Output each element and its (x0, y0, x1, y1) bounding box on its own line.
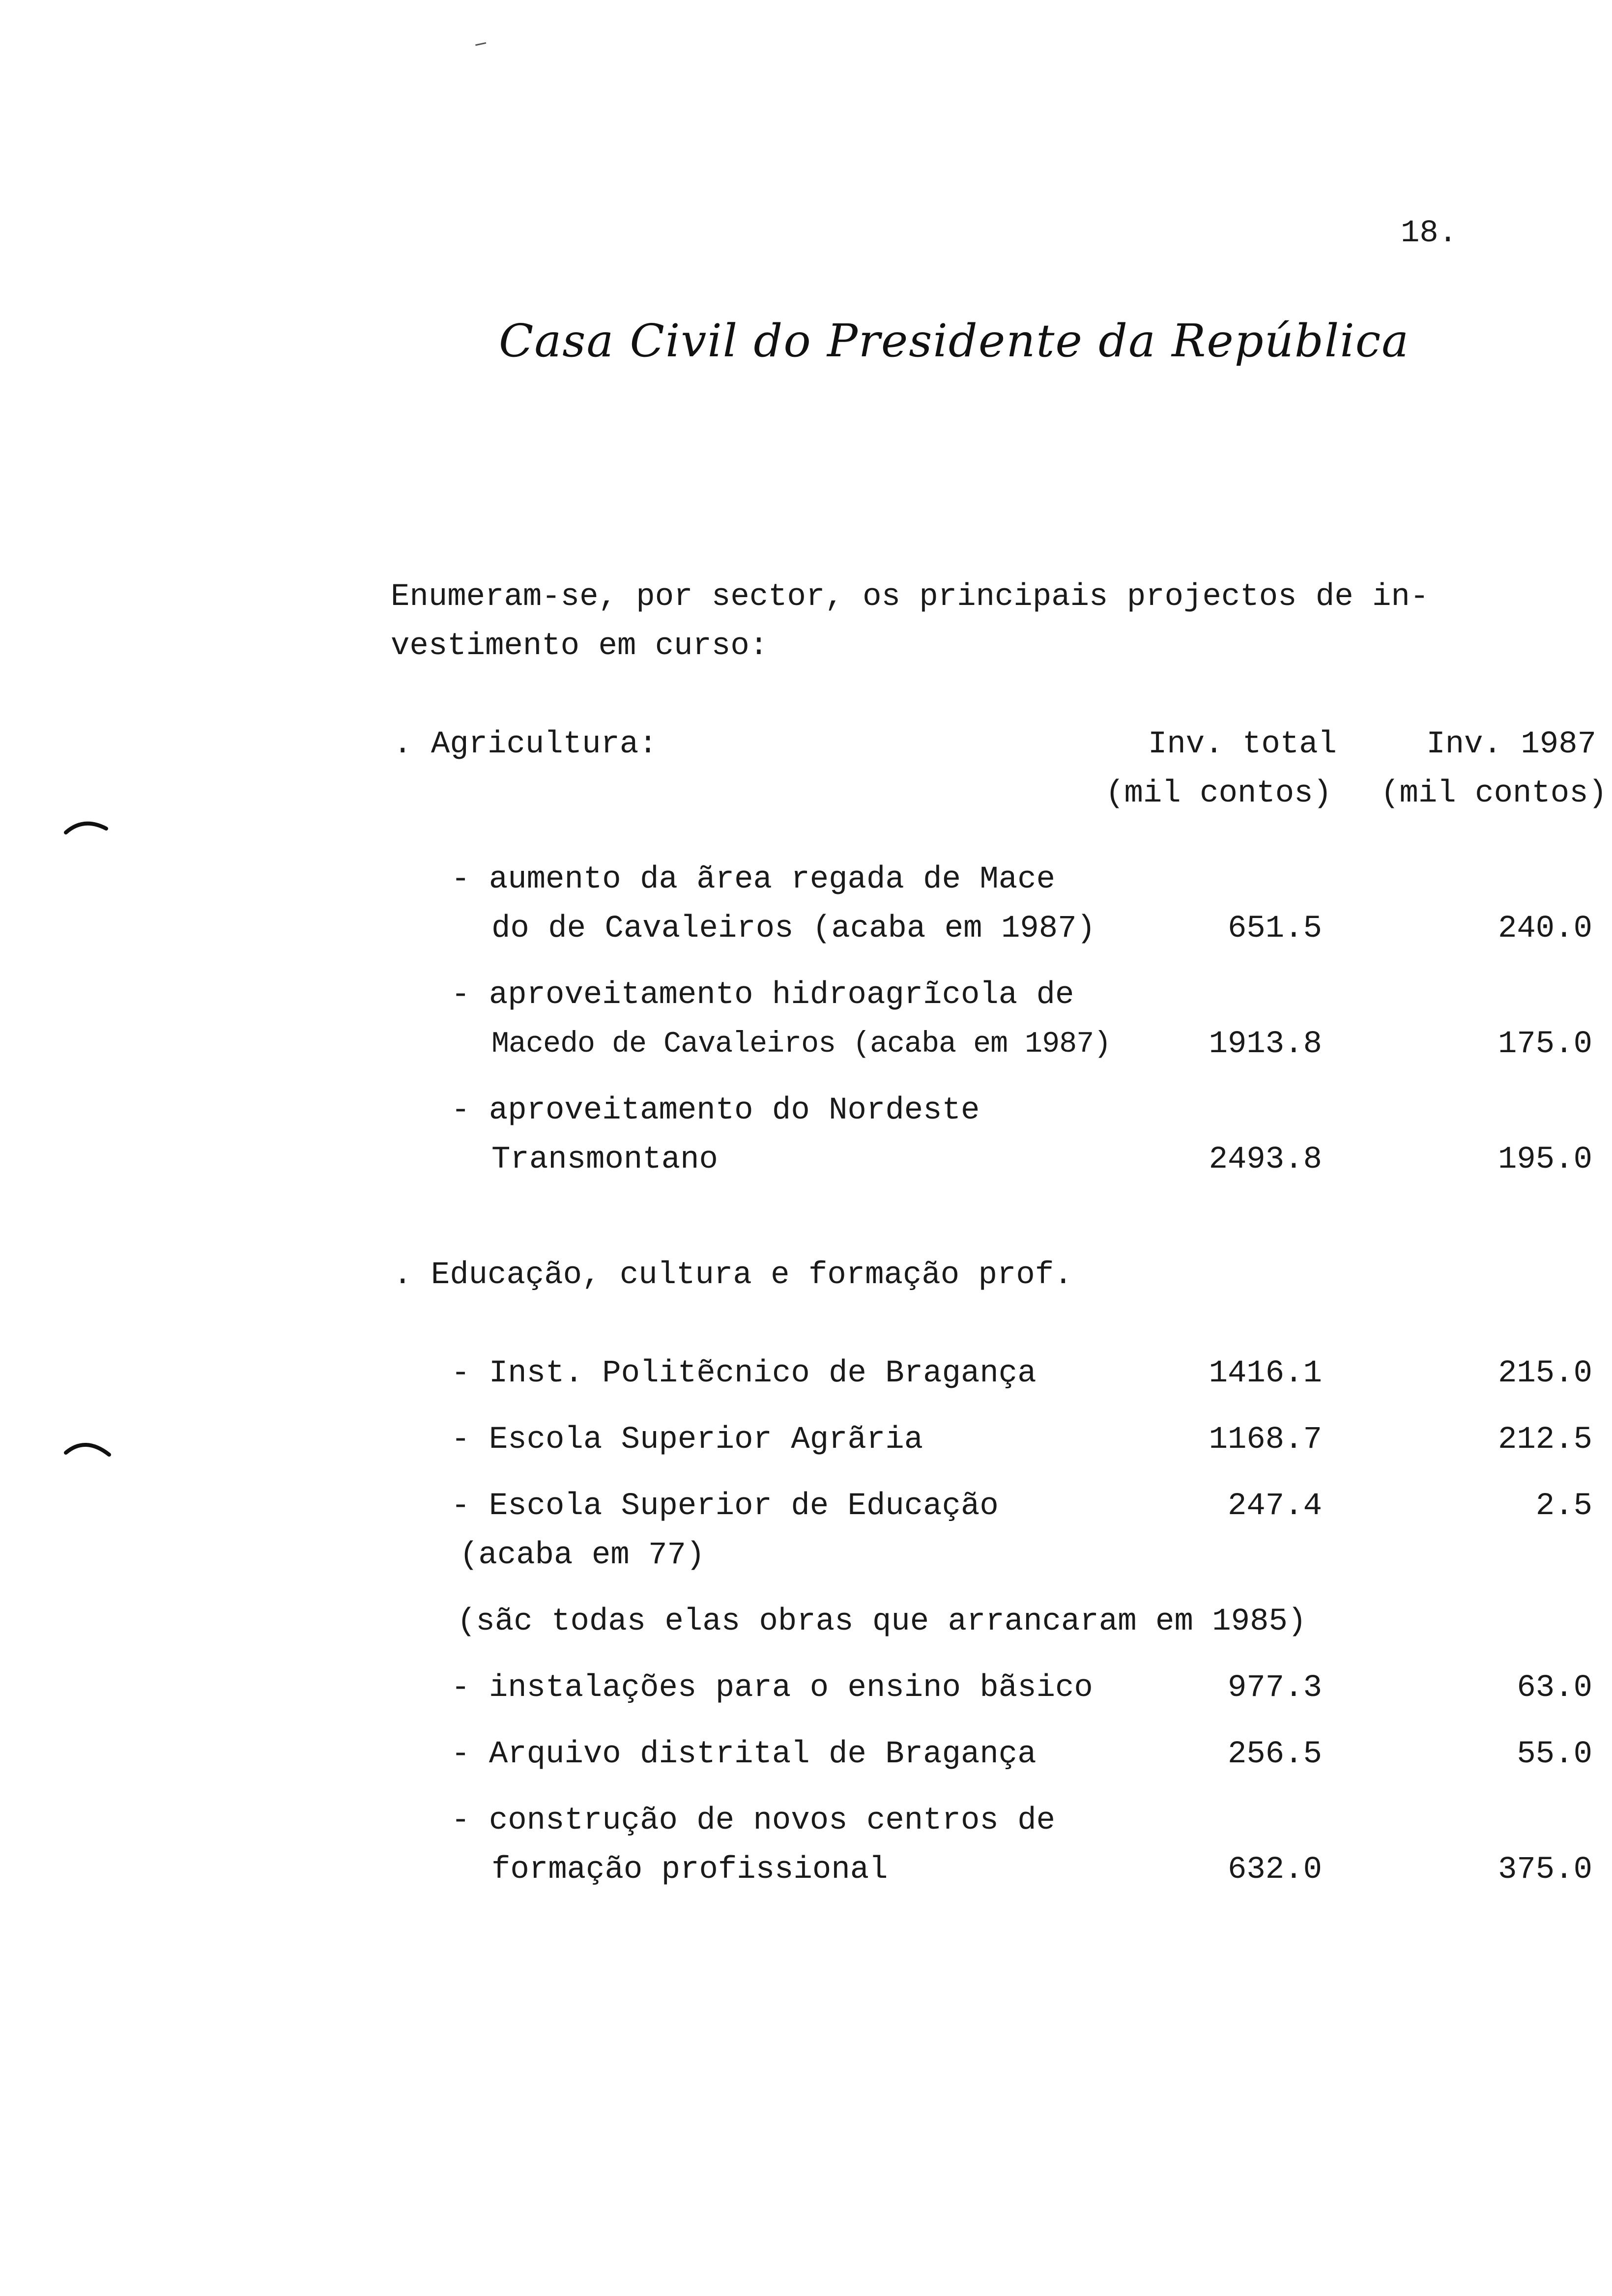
value-total: 256.5 (1227, 1737, 1322, 1772)
value-total: 2493.8 (1209, 1142, 1322, 1177)
list-item-line: - construção de novos centros de (451, 1803, 1055, 1838)
value-total: 1168.7 (1209, 1422, 1322, 1458)
column-unit-total: (mil contos) (1105, 776, 1332, 811)
scan-speck (475, 42, 487, 50)
list-item-line: - Escola Superior de Educação (451, 1489, 999, 1524)
value-1987: 55.0 (1517, 1737, 1592, 1772)
section-title-educacao: . Educação, cultura e formação prof. (393, 1258, 1073, 1293)
column-header-total: Inv. total (1148, 727, 1337, 762)
value-total: 1913.8 (1209, 1027, 1322, 1062)
value-1987: 63.0 (1517, 1670, 1592, 1706)
list-item-line: - aumento da ãrea regada de Mace (451, 862, 1055, 897)
list-item-line: formação profissional (491, 1852, 888, 1888)
list-item-line: Transmontano (491, 1142, 718, 1177)
value-1987: 175.0 (1497, 1027, 1592, 1062)
value-1987: 215.0 (1497, 1356, 1592, 1391)
list-item-line: - aproveitamento hidroagrĩcola de (451, 977, 1074, 1013)
column-unit-1987: (mil contos) (1381, 776, 1607, 811)
value-total: 1416.1 (1209, 1356, 1322, 1391)
list-item-line: - Arquivo distrital de Bragança (451, 1737, 1036, 1772)
value-1987: 212.5 (1497, 1422, 1592, 1458)
value-total: 632.0 (1227, 1852, 1322, 1888)
list-item-line: Macedo de Cavaleiros (acaba em 1987) (491, 1028, 1111, 1061)
value-total: 977.3 (1227, 1670, 1322, 1706)
page-number: 18. (1401, 216, 1458, 251)
list-item-line: (acaba em 77) (460, 1538, 705, 1573)
list-item-line: - Inst. Politẽcnico de Bragança (451, 1356, 1036, 1391)
intro-line-1: Enumeram-se, por sector, os principais projectos de in- (391, 579, 1429, 615)
section-title-agricultura: . Agricultura: (393, 727, 658, 762)
list-item-line: - aproveitamento do Nordeste (451, 1093, 980, 1128)
value-1987: 2.5 (1535, 1489, 1592, 1524)
list-item-line: - instalações para o ensino bãsico (451, 1670, 1093, 1706)
section-note: (sãc todas elas obras que arrancaram em 1985) (457, 1604, 1307, 1639)
list-item-line: - Escola Superior Agrãria (451, 1422, 923, 1458)
punch-hole-mark-top (64, 816, 108, 835)
value-1987: 240.0 (1497, 911, 1592, 947)
value-total: 651.5 (1227, 911, 1322, 947)
letterhead: Casa Civil do Presidente da República (499, 315, 1410, 367)
intro-line-2: vestimento em curso: (391, 629, 769, 664)
punch-hole-mark-bottom (64, 1435, 113, 1460)
value-1987: 195.0 (1497, 1142, 1592, 1177)
list-item-line: do de Cavaleiros (acaba em 1987) (491, 911, 1095, 947)
value-1987: 375.0 (1497, 1852, 1592, 1888)
value-total: 247.4 (1227, 1489, 1322, 1524)
column-header-1987: Inv. 1987 (1426, 727, 1596, 762)
